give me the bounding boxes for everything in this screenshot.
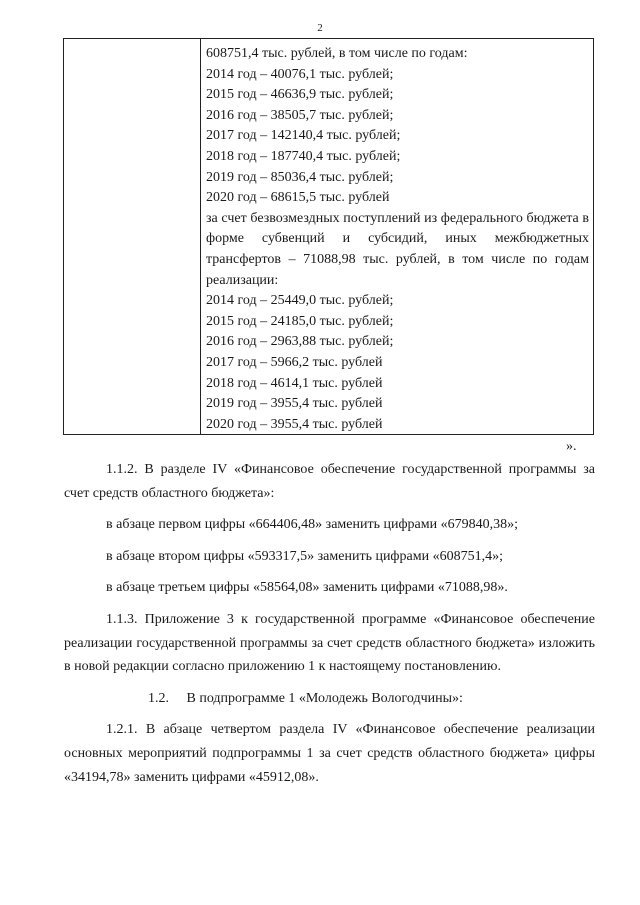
funding-year-line: 2020 год – 68615,5 тыс. рублей	[206, 190, 390, 206]
page-number: 2	[317, 22, 323, 34]
paragraph-second-abzac: в абзаце втором цифры «593317,5» заменить цифрами «608751,4»;	[106, 548, 503, 564]
paragraph-1-1-3: 1.1.3. Приложение 3 к государственной программе «Финансовое обеспечение реализации государственной программы за счет средств областного бюджета» изложить в новой редакции согласно приложению 1 к настоящему постановлению.	[64, 611, 595, 675]
funding-year-line: 2015 год – 46636,9 тыс. рублей;	[206, 87, 394, 103]
federal-funding-paragraph: за счет безвозмездных поступлений из федерального бюджета в форме субвенций и субсидий, иных межбюджетных трансфертов – 71088,98 тыс. рублей, в том числе по годам реализации:	[206, 210, 589, 288]
paragraph-third-abzac: в абзаце третьем цифры «58564,08» заменить цифрами «71088,98».	[106, 580, 508, 596]
paragraph-1-2-1: 1.2.1. В абзаце четвертом раздела IV «Финансовое обеспечение реализации основных мероприятий подпрограммы 1 за счет средств областного бюджета» цифры «34194,78» заменить цифрами «45912,08».	[64, 722, 595, 785]
funding-year-line: 2017 год – 142140,4 тыс. рублей;	[206, 128, 401, 144]
table-column-divider	[200, 39, 201, 434]
federal-year-line: 2015 год – 24185,0 тыс. рублей;	[206, 313, 394, 329]
federal-year-line: 2019 год – 3955,4 тыс. рублей	[206, 396, 383, 412]
federal-year-line: 2016 год – 2963,88 тыс. рублей;	[206, 334, 394, 350]
federal-year-line: 2020 год – 3955,4 тыс. рублей	[206, 416, 383, 432]
funding-year-line: 2019 год – 85036,4 тыс. рублей;	[206, 169, 394, 185]
paragraph-1-1-2: 1.1.2. В разделе IV «Финансовое обеспечение государственной программы за счет средств областного бюджета»:	[64, 462, 595, 501]
federal-year-line: 2018 год – 4614,1 тыс. рублей	[206, 375, 383, 391]
funding-table	[63, 38, 594, 435]
paragraph-first-abzac: в абзаце первом цифры «664406,48» заменить цифрами «679840,38»;	[106, 517, 518, 533]
closing-quote: ».	[566, 439, 577, 454]
document-body	[64, 458, 595, 789]
federal-year-line: 2017 год – 5966,2 тыс. рублей	[206, 354, 383, 370]
paragraph-1-2-text: В подпрограмме 1 «Молодежь Вологодчины»:	[186, 690, 463, 706]
paragraph-1-2-label: 1.2.	[148, 690, 169, 706]
table-cell-funding	[206, 44, 589, 435]
funding-year-line: 2014 год – 40076,1 тыс. рублей;	[206, 66, 394, 82]
paragraph-1-2	[64, 687, 595, 711]
federal-year-line: 2014 год – 25449,0 тыс. рублей;	[206, 293, 394, 309]
funding-year-line: 2016 год – 38505,7 тыс. рублей;	[206, 107, 394, 123]
funding-year-line: 2018 год – 187740,4 тыс. рублей;	[206, 148, 401, 164]
funding-total-line: 608751,4 тыс. рублей, в том числе по годам:	[206, 46, 468, 61]
